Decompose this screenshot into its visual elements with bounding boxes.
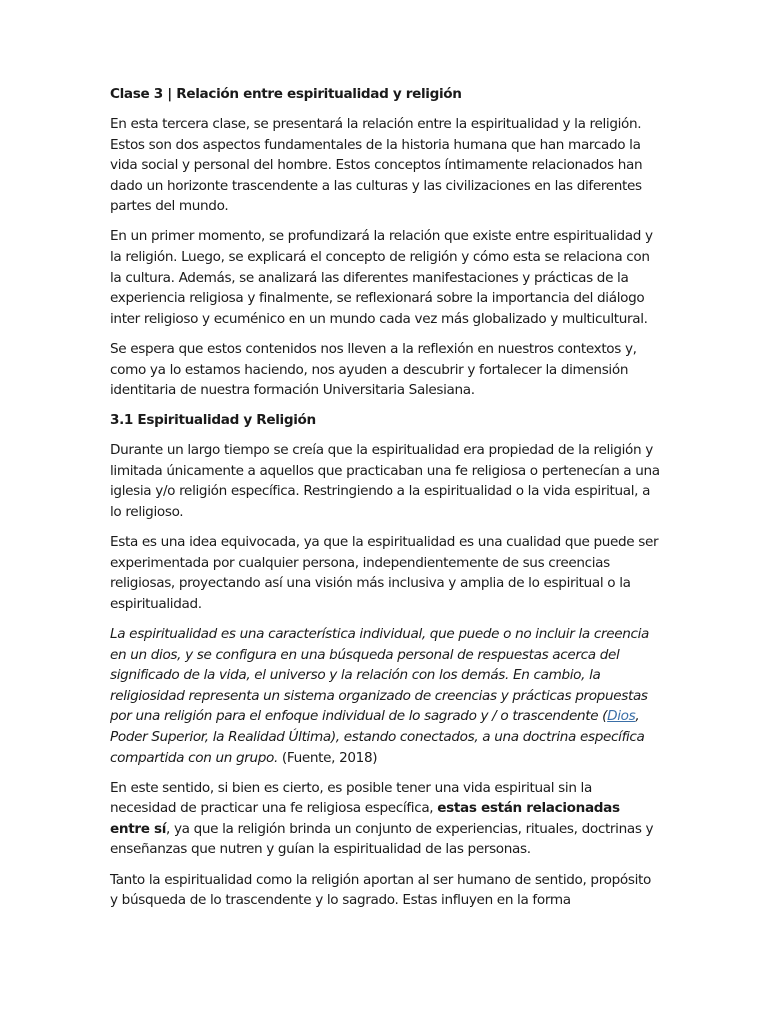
section-paragraph-2: Esta es una idea equivocada, ya que la espiritualidad es una cualidad que puede ser experimentada por cualquier persona, independientemente de sus creencias religiosas, proyectando así una visión más inclusiva y amplia de lo espiritual o la espiritualidad. (110, 534, 659, 612)
intro-paragraph-3: Se espera que estos contenidos nos lleven a la reflexión en nuestros contextos y, como ya lo estamos haciendo, nos ayuden a descubrir y fortalecer la dimensión identitaria de nuestra formación Universitaria Salesiana. (110, 340, 637, 399)
relation-text-start: En este sentido, si bien es cierto, es posible tener una vida espiritual sin la necesidad de practicar una fe religiosa específica, (110, 779, 592, 817)
quote-text-end: , Poder Superior, la Realidad Última), estando conectados, a una doctrina específica compartida con un grupo. (110, 708, 645, 766)
intro-paragraph-2: En un primer momento, se profundizará la relación que existe entre espiritualidad y la religión. Luego, se explicará el concepto de religión y cómo esta se relaciona con la cultura. Además, se analizará las diferentes manifestaciones y prácticas de la experiencia religiosa y finalmente, se reflexionará sobre la importancia del diálogo inter religioso y ecuménico en un mundo cada vez más globalizado y multicultural. (110, 228, 653, 327)
section-paragraph-1: Durante un largo tiempo se creía que la espiritualidad era propiedad de la religión y limitada únicamente a aquellos que practicaban una fe religiosa o pertenecían a una iglesia y/o religión específica. Restringiendo a la espiritualidad o la vida espiritual, a lo religioso. (110, 442, 660, 520)
relation-emphasis: estas están relacionadas entre sí (110, 800, 620, 837)
section-title: 3.1 Espiritualidad y Religión (110, 412, 316, 429)
relation-text-end: , ya que la religión brinda un conjunto de experiencias, rituales, doctrinas y enseñanzas que nutren y guían la espiritualidad de las personas. (110, 820, 654, 858)
quote-text-start: La espiritualidad es una característica individual, que puede o no incluir la creencia en un dios, y se configura en una búsqueda personal de respuestas acerca del significado de la vida, el universo y la relación con los demás. En cambio, la religiosidad representa un sistema organizado de creencias y prácticas propuestas por una religión para el enfoque individual de lo sagrado y / o trascendente ( (110, 625, 650, 725)
quote-citation: (Fuente, 2018) (277, 749, 378, 766)
dios-link[interactable]: Dios (607, 708, 636, 725)
document-page (110, 84, 660, 920)
final-paragraph: Tanto la espiritualidad como la religión aportan al ser humano de sentido, propósito y búsqueda de lo trascendente y lo sagrado. Estas influyen en la forma (110, 871, 651, 909)
relation-paragraph (110, 778, 660, 860)
quote-paragraph (110, 624, 660, 768)
document-title: Clase 3 | Relación entre espiritualidad y religión (110, 86, 462, 102)
intro-paragraph-1: En esta tercera clase, se presentará la relación entre la espiritualidad y la religión. Estos son dos aspectos fundamentales de la historia humana que han marcado la vida social y personal del hombre. Estos conceptos íntimamente relacionados han dado un horizonte trascendente a las culturas y las civilizaciones en las diferentes partes del mundo. (110, 116, 643, 215)
